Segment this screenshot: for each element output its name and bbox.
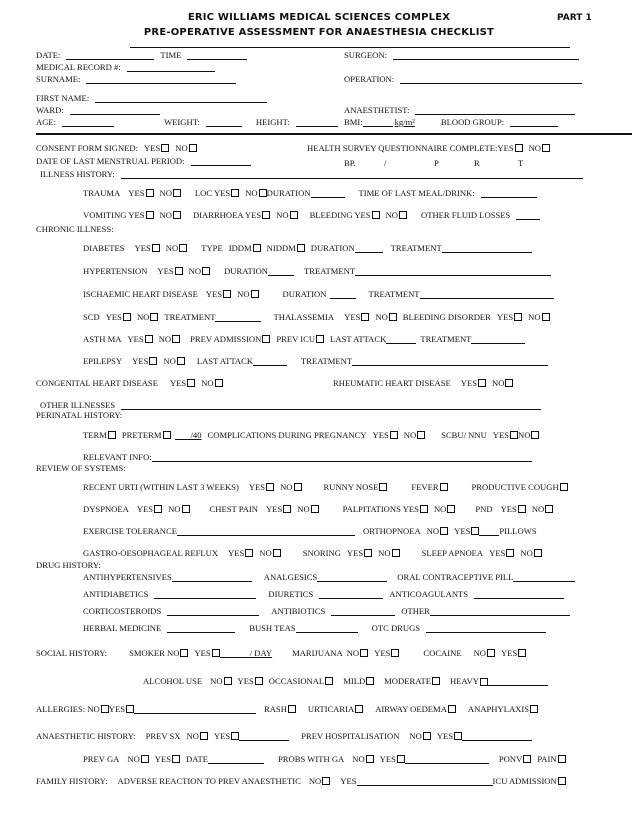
row-surname: SURNAME: xyxy=(36,74,242,84)
urti-yes-checkbox[interactable] xyxy=(266,483,274,491)
snoring-no-checkbox[interactable] xyxy=(392,549,400,557)
form-subtitle: PRE-OPERATIVE ASSESSMENT FOR ANAESTHESIA CHECKLIST xyxy=(143,27,495,38)
temp-label: T xyxy=(518,158,524,168)
row-dyspnoea: DYSPNOEA YES NO CHEST PAIN YES NO PALPITATIONS YES NO PND YES NO xyxy=(83,504,559,514)
dyspnoea-no-checkbox[interactable] xyxy=(182,505,190,513)
probs-ga-no-checkbox[interactable] xyxy=(366,755,374,763)
bleeding-no-checkbox[interactable] xyxy=(399,211,407,219)
snoring-yes-checkbox[interactable] xyxy=(364,549,372,557)
other-illnesses-field[interactable] xyxy=(121,401,541,410)
trauma-duration-field[interactable] xyxy=(311,189,345,198)
scbu-yes-checkbox[interactable] xyxy=(510,431,518,439)
row-scd: SCD YES NO TREATMENT THALASSEMIA YES NO BLEEDING DISORDER YES NO xyxy=(83,312,556,322)
alcohol-heavy-checkbox[interactable] xyxy=(480,678,488,686)
prev-ga-yes-checkbox[interactable] xyxy=(172,755,180,763)
hypertension-no-checkbox[interactable] xyxy=(202,267,210,275)
surname-field[interactable] xyxy=(86,75,236,84)
alcohol-moderate-checkbox[interactable] xyxy=(432,677,440,685)
illness-history-field[interactable] xyxy=(121,170,583,179)
term-checkbox[interactable] xyxy=(108,431,116,439)
diuretics-field[interactable] xyxy=(319,590,383,599)
alcohol-mild-checkbox[interactable] xyxy=(366,677,374,685)
smoker-yes-checkbox[interactable] xyxy=(212,649,220,657)
family-yes-field[interactable] xyxy=(357,777,493,786)
fever-checkbox[interactable] xyxy=(440,483,448,491)
header-rule xyxy=(130,47,570,48)
other-fluid-field[interactable] xyxy=(516,211,540,220)
row-drugs-1: ANTIHYPERTENSIVES ANALGESICS ORAL CONTRACEPTIVE PILL xyxy=(83,572,581,582)
allergies-details-field[interactable] xyxy=(134,705,256,714)
bleeding-disorder-yes-checkbox[interactable] xyxy=(514,313,522,321)
asthma-no-checkbox[interactable] xyxy=(172,335,180,343)
prev-hosp-no-checkbox[interactable] xyxy=(423,732,431,740)
operation-field[interactable] xyxy=(400,75,582,84)
row-vomiting: VOMITING YES NO DIARRHOEA YES NO BLEEDING YES NO OTHER FLUID LOSSES xyxy=(83,210,546,220)
first-name-field[interactable] xyxy=(95,94,267,103)
row-allergies: ALLERGIES: NO YES RASH URTICARIA AIRWAY OEDEMA ANAPHYLAXIS xyxy=(36,704,544,714)
asthma-last-attack-field[interactable] xyxy=(386,335,416,344)
chest-pain-yes-checkbox[interactable] xyxy=(283,505,291,513)
other-drugs-field[interactable] xyxy=(430,607,570,616)
prev-ga-no-checkbox[interactable] xyxy=(141,755,149,763)
probs-ga-field[interactable] xyxy=(405,755,489,764)
row-drugs-3: CORTICOSTEROIDS ANTIBIOTICS OTHER xyxy=(83,606,576,616)
prev-ga-date-field[interactable] xyxy=(208,755,264,764)
row-lmp: DATE OF LAST MENSTRUAL PERIOD: xyxy=(36,156,257,166)
gord-no-checkbox[interactable] xyxy=(273,549,281,557)
height-field[interactable] xyxy=(296,118,338,127)
consent-no-checkbox[interactable] xyxy=(189,144,197,152)
productive-cough-checkbox[interactable] xyxy=(560,483,568,491)
diarrhoea-no-checkbox[interactable] xyxy=(290,211,298,219)
pnd-no-checkbox[interactable] xyxy=(545,505,553,513)
survey-no-checkbox[interactable] xyxy=(542,144,550,152)
pulse-label: P xyxy=(434,158,439,168)
prev-sx-yes-checkbox[interactable] xyxy=(231,732,239,740)
row-ihd: ISCHAEMIC HEART DISEASE YES NO DURATION TREATMENT xyxy=(83,289,560,299)
cocaine-no-checkbox[interactable] xyxy=(487,649,495,657)
antidiabetics-field[interactable] xyxy=(154,590,256,599)
time-field[interactable] xyxy=(187,51,247,60)
smoker-per-day-field[interactable] xyxy=(220,649,250,658)
apnoea-no-checkbox[interactable] xyxy=(534,549,542,557)
mrn-field[interactable] xyxy=(127,63,215,72)
perinatal-heading: PERINATAL HISTORY: xyxy=(36,410,123,420)
row-bmi: BMI: kg/m² BLOOD GROUP: xyxy=(344,117,564,127)
exercise-tolerance-field[interactable] xyxy=(177,527,355,536)
row-relevant-info: RELEVANT INFO: xyxy=(83,452,538,462)
resp-label: R xyxy=(474,158,480,168)
alcohol-occasional-checkbox[interactable] xyxy=(325,677,333,685)
alcohol-yes-checkbox[interactable] xyxy=(255,677,263,685)
preterm-checkbox[interactable] xyxy=(163,431,171,439)
row-term: TERM PRETERM /40 COMPLICATIONS DURING PREGNANCY YES NO SCBU/ NNU YES NO xyxy=(83,430,545,440)
row-drugs-4: HERBAL MEDICINE BUSH TEAS OTC DRUGS xyxy=(83,623,552,633)
bmi-field[interactable] xyxy=(363,118,393,127)
row-epilepsy: EPILEPSY YES NO LAST ATTACK TREATMENT xyxy=(83,356,554,366)
row-exercise: EXERCISE TOLERANCE ORTHOPNOEA NO YES PILLOWS xyxy=(83,526,537,536)
ihd-no-checkbox[interactable] xyxy=(251,290,259,298)
row-rheumatic: RHEUMATIC HEART DISEASE YES NO xyxy=(333,378,519,388)
row-anaesthetic-2: PREV GA NO YES DATE PROBS WITH GA NO YES PONV PAIN xyxy=(83,754,572,764)
family-no-checkbox[interactable] xyxy=(322,777,330,785)
row-mrn: MEDICAL RECORD #: xyxy=(36,62,221,72)
row-other-illnesses: OTHER ILLNESSES xyxy=(40,400,547,410)
vomiting-yes-checkbox[interactable] xyxy=(146,211,154,219)
alcohol-no-checkbox[interactable] xyxy=(224,677,232,685)
prev-hosp-field[interactable] xyxy=(462,732,532,741)
form-title: ERIC WILLIAMS MEDICAL SCIENCES COMPLEX xyxy=(187,12,451,23)
chronic-illness-heading: CHRONIC ILLNESS: xyxy=(36,224,114,234)
anaphylaxis-checkbox[interactable] xyxy=(530,705,538,713)
apnoea-yes-checkbox[interactable] xyxy=(506,549,514,557)
bleeding-yes-checkbox[interactable] xyxy=(372,211,380,219)
cocaine-yes-checkbox[interactable] xyxy=(518,649,526,657)
row-surgeon: SURGEON: xyxy=(344,50,585,60)
prev-sx-no-checkbox[interactable] xyxy=(200,732,208,740)
complications-yes-checkbox[interactable] xyxy=(390,431,398,439)
row-hypertension: HYPERTENSION YES NO DURATION TREATMENT xyxy=(83,266,557,276)
orthopnoea-yes-checkbox[interactable] xyxy=(471,527,479,535)
bp-label: BP. xyxy=(344,158,356,168)
corticosteroids-field[interactable] xyxy=(167,607,259,616)
row-urti: RECENT URTI (WITHIN LAST 3 WEEKS) YES NO RUNNY NOSE FEVER PRODUCTIVE COUGH xyxy=(83,482,574,492)
epilepsy-yes-checkbox[interactable] xyxy=(149,357,157,365)
allergies-yes-checkbox[interactable] xyxy=(126,705,134,713)
chest-pain-no-checkbox[interactable] xyxy=(311,505,319,513)
consent-yes-checkbox[interactable] xyxy=(161,144,169,152)
row-anaesthetic-1: ANAESTHETIC HISTORY: PREV SX NO YES PREV HOSPITALISATION NO YES xyxy=(36,731,538,741)
smoker-no-checkbox[interactable] xyxy=(180,649,188,657)
epilepsy-treatment-field[interactable] xyxy=(352,357,548,366)
scd-treatment-field[interactable] xyxy=(215,313,261,322)
scd-yes-checkbox[interactable] xyxy=(123,313,131,321)
row-congenital: CONGENITAL HEART DISEASE YES NO xyxy=(36,378,229,388)
row-family: FAMILY HISTORY: ADVERSE REACTION TO PREV ANAESTHETIC NO YES ICU ADMISSION xyxy=(36,776,572,786)
trauma-no-checkbox[interactable] xyxy=(173,189,181,197)
antibiotics-field[interactable] xyxy=(331,607,395,616)
drug-history-heading: DRUG HISTORY: xyxy=(36,560,101,570)
gestation-weeks-field[interactable] xyxy=(175,431,191,440)
row-anaesthetist: ANAESTHETIST: xyxy=(344,105,581,115)
otc-drugs-field[interactable] xyxy=(426,624,546,633)
row-social-1: SOCIAL HISTORY: SMOKER NO YES / DAY MARIJUANA NO YES COCAINE NO YES xyxy=(36,648,532,658)
dyspnoea-yes-checkbox[interactable] xyxy=(154,505,162,513)
row-firstname: FIRST NAME: xyxy=(36,93,273,103)
diarrhoea-yes-checkbox[interactable] xyxy=(262,211,270,219)
thalassemia-no-checkbox[interactable] xyxy=(389,313,397,321)
prev-admission-checkbox[interactable] xyxy=(262,335,270,343)
asthma-treatment-field[interactable] xyxy=(471,335,525,344)
ocp-field[interactable] xyxy=(513,573,575,582)
lmp-field[interactable] xyxy=(191,157,251,166)
vomiting-no-checkbox[interactable] xyxy=(173,211,181,219)
diabetes-treatment-field[interactable] xyxy=(442,244,532,253)
row-social-2: ALCOHOL USE NO YES OCCASIONAL MILD MODERATE HEAVY xyxy=(143,676,554,686)
row-illness-history: ILLNESS HISTORY: xyxy=(40,169,589,179)
asthma-yes-checkbox[interactable] xyxy=(145,335,153,343)
scbu-no-checkbox[interactable] xyxy=(531,431,539,439)
hypertension-duration-field[interactable] xyxy=(268,267,294,276)
scd-no-checkbox[interactable] xyxy=(150,313,158,321)
pillows-field[interactable] xyxy=(479,527,499,536)
trauma-yes-checkbox[interactable] xyxy=(146,189,154,197)
rash-checkbox[interactable] xyxy=(288,705,296,713)
survey-yes-checkbox[interactable] xyxy=(515,144,523,152)
palpitations-no-checkbox[interactable] xyxy=(447,505,455,513)
prev-sx-field[interactable] xyxy=(239,732,289,741)
last-meal-field[interactable] xyxy=(481,189,537,198)
iddm-checkbox[interactable] xyxy=(253,244,261,252)
bp-slash: / xyxy=(384,158,387,168)
row-drugs-2: ANTIDIABETICS DIURETICS ANTICOAGULANTS xyxy=(83,589,570,599)
diabetes-no-checkbox[interactable] xyxy=(179,244,187,252)
pnd-yes-checkbox[interactable] xyxy=(518,505,526,513)
urticaria-checkbox[interactable] xyxy=(355,705,363,713)
pain-checkbox[interactable] xyxy=(558,755,566,763)
runny-nose-checkbox[interactable] xyxy=(379,483,387,491)
row-age: AGE: WEIGHT: HEIGHT: xyxy=(36,117,344,127)
prev-icu-checkbox[interactable] xyxy=(316,335,324,343)
blood-group-field[interactable] xyxy=(510,118,558,127)
date-field[interactable] xyxy=(66,51,154,60)
bush-teas-field[interactable] xyxy=(296,624,358,633)
analgesics-field[interactable] xyxy=(317,573,387,582)
prev-hosp-yes-checkbox[interactable] xyxy=(454,732,462,740)
palpitations-yes-checkbox[interactable] xyxy=(420,505,428,513)
bleeding-disorder-no-checkbox[interactable] xyxy=(542,313,550,321)
gord-yes-checkbox[interactable] xyxy=(245,549,253,557)
relevant-info-field[interactable] xyxy=(152,453,532,462)
allergies-no-checkbox[interactable] xyxy=(101,705,109,713)
row-operation: OPERATION: xyxy=(344,74,588,84)
part-label: PART 1 xyxy=(557,13,592,23)
section-rule xyxy=(36,133,632,135)
antihypertensives-field[interactable] xyxy=(172,573,252,582)
row-trauma: TRAUMA YES NO LOC YES NO DURATION TIME OF LAST MEAL/DRINK: xyxy=(83,188,543,198)
row-diabetes: DIABETES YES NO TYPE IDDM NIDDM DURATION TREATMENT xyxy=(83,243,538,253)
niddm-checkbox[interactable] xyxy=(297,244,305,252)
age-field[interactable] xyxy=(62,118,114,127)
complications-no-checkbox[interactable] xyxy=(417,431,425,439)
ihd-treatment-field[interactable] xyxy=(420,290,554,299)
loc-no-checkbox[interactable] xyxy=(259,189,267,197)
orthopnoea-no-checkbox[interactable] xyxy=(440,527,448,535)
ihd-duration-field[interactable] xyxy=(330,290,356,299)
anaesthetist-field[interactable] xyxy=(415,106,575,115)
epilepsy-last-attack-field[interactable] xyxy=(253,357,287,366)
ros-heading: REVIEW OF SYSTEMS: xyxy=(36,463,126,473)
epilepsy-no-checkbox[interactable] xyxy=(177,357,185,365)
probs-ga-yes-checkbox[interactable] xyxy=(397,755,405,763)
marijuana-no-checkbox[interactable] xyxy=(360,649,368,657)
weight-field[interactable] xyxy=(206,118,242,127)
congenital-no-checkbox[interactable] xyxy=(215,379,223,387)
marijuana-yes-checkbox[interactable] xyxy=(391,649,399,657)
surgeon-field[interactable] xyxy=(393,51,579,60)
row-consent: CONSENT FORM SIGNED: YES NO xyxy=(36,143,203,153)
icu-admission-checkbox[interactable] xyxy=(558,777,566,785)
congenital-yes-checkbox[interactable] xyxy=(187,379,195,387)
row-asthma: ASTH MA YES NO PREV ADMISSION PREV ICU LAST ATTACK TREATMENT xyxy=(83,334,531,344)
row-health-survey: HEALTH SURVEY QUESTIONNAIRE COMPLETE:YES NO xyxy=(307,143,556,153)
diabetes-duration-field[interactable] xyxy=(355,244,383,253)
row-gord: GASTRO-OESOPHAGEAL REFLUX YES NO SNORING YES NO SLEEP APNOEA YES NO xyxy=(83,548,548,558)
row-ward: WARD: xyxy=(36,105,166,115)
hypertension-yes-checkbox[interactable] xyxy=(175,267,183,275)
alcohol-heavy-field[interactable] xyxy=(488,677,548,686)
airway-oedema-checkbox[interactable] xyxy=(448,705,456,713)
loc-yes-checkbox[interactable] xyxy=(231,189,239,197)
ihd-yes-checkbox[interactable] xyxy=(223,290,231,298)
hypertension-treatment-field[interactable] xyxy=(355,267,551,276)
urti-no-checkbox[interactable] xyxy=(294,483,302,491)
anticoagulants-field[interactable] xyxy=(474,590,564,599)
ward-field[interactable] xyxy=(70,106,160,115)
row-date: DATE: TIME xyxy=(36,50,253,60)
herbal-medicine-field[interactable] xyxy=(167,624,235,633)
ponv-checkbox[interactable] xyxy=(523,755,531,763)
rheumatic-yes-checkbox[interactable] xyxy=(478,379,486,387)
thalassemia-yes-checkbox[interactable] xyxy=(361,313,369,321)
diabetes-yes-checkbox[interactable] xyxy=(152,244,160,252)
rheumatic-no-checkbox[interactable] xyxy=(505,379,513,387)
